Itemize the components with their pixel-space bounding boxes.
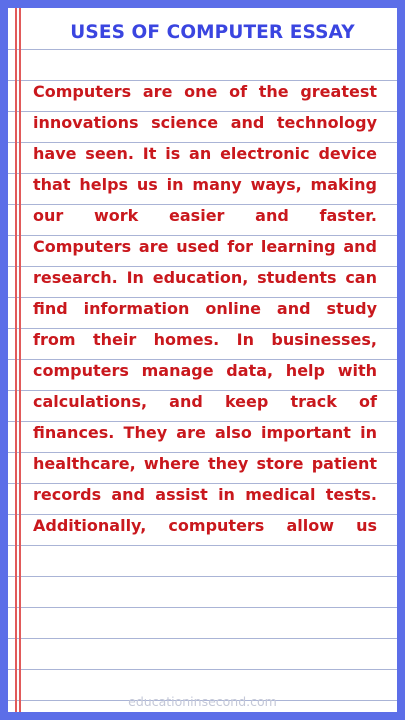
margin-line-left: [15, 8, 17, 712]
essay-title: USES OF COMPUTER ESSAY: [70, 22, 355, 43]
essay-body: Computers are one of the greatest innovations science and technology have seen. It is an electronic device that helps us in many ways, making our work easier and faster. Computers are used for learning and research. In education, students can find information online and study from their homes. In businesses, computers manage data, help with calculations, and keep track of finances. They are also important in healthcare, where they store patient records and assist in medical tests. Additionally, computers allow us: [33, 82, 377, 535]
watermark: educationinsecond.com: [128, 694, 277, 709]
notebook-page: [8, 8, 397, 712]
margin-line-right: [19, 8, 21, 712]
